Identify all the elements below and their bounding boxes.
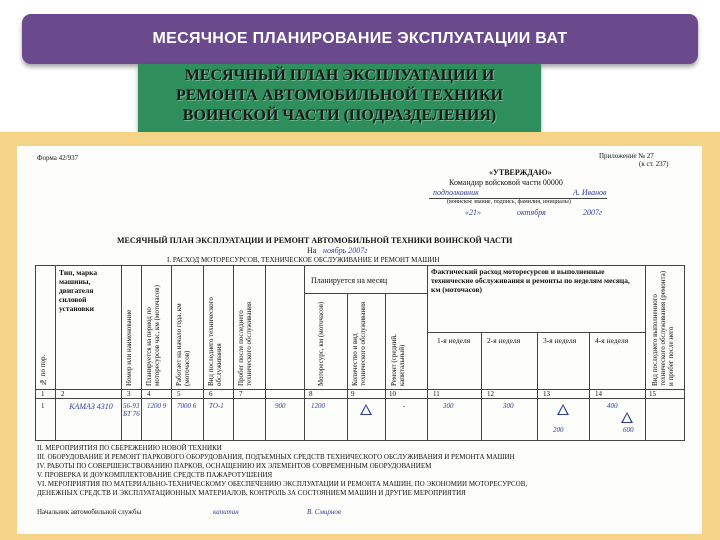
col-border-12 xyxy=(481,332,482,440)
form-number: Форма 42/937 xyxy=(37,154,79,162)
planned-group-divider xyxy=(304,293,427,294)
col-border-11 xyxy=(427,265,428,440)
section-2: II. МЕРОПРИЯТИЯ ПО СБЕРЕЖЕНИЮ НОВОЙ ТЕХНИКИ xyxy=(37,444,222,452)
col-number-14: 14 xyxy=(595,390,602,398)
col-border-15 xyxy=(645,265,646,440)
col-number-15: 15 xyxy=(649,390,656,398)
col-number-4: 4 xyxy=(147,390,151,398)
table-numbers-bottom xyxy=(35,398,685,399)
approve-year: 2007г xyxy=(583,208,603,217)
col-number-9: 9 xyxy=(351,390,355,398)
col-border-7 xyxy=(265,265,266,440)
col-header-10: Ремонт (средний, капитальный) xyxy=(390,334,406,386)
col-number-6: 6 xyxy=(209,390,213,398)
row-week-2: 300 xyxy=(503,402,514,410)
col-border-5 xyxy=(203,265,204,440)
col-number-11: 11 xyxy=(433,390,440,398)
col-header-8: Моторесурс, км (моточасов) xyxy=(317,301,325,386)
col-header-5: Работает на начало года, км (моточасов) xyxy=(175,303,191,386)
row-vehicle-number: 56-93 БТ 76 xyxy=(123,402,140,418)
col-header-15: Вид последнего выполненного технического обслуживания (ремонта) и пробег после него xyxy=(651,270,675,386)
subtitle-line-3: ВОИНСКОЙ ЧАСТИ (ПОДРАЗДЕЛЕНИЯ) xyxy=(182,107,497,124)
appendix-number: Приложение № 27 xyxy=(599,152,654,160)
row-service-kind: - xyxy=(403,402,406,410)
planned-group-header: Планируется на месяц xyxy=(311,276,388,285)
row-week-3-mark: 200 xyxy=(553,426,564,434)
signature-rank: подполковник xyxy=(433,188,479,197)
period-label: На xyxy=(307,246,317,255)
appendix-article: (к ст. 237) xyxy=(639,160,669,168)
footer-name: В. Смирнов xyxy=(307,508,341,516)
col-header-3: Номер или наименование xyxy=(125,309,133,386)
subtitle-text xyxy=(138,66,541,126)
week-3-service-triangle xyxy=(557,404,569,415)
signature-name: А. Иванов xyxy=(573,188,607,197)
col-header-4: Планируется на период по моторесурсов час, км (моточасов) xyxy=(145,285,161,386)
actual-group-divider xyxy=(427,332,645,333)
col-number-7: 7 xyxy=(239,390,243,398)
commander-line: Командир войсковой части 00000 xyxy=(449,178,563,187)
row-week-4-mark: 600 xyxy=(623,426,634,434)
col-header-6: Вид последнего технического обслуживания xyxy=(207,297,223,386)
col-header-7: Пробег после последнего технического обслуживания xyxy=(237,301,253,386)
document-page xyxy=(17,146,702,534)
col-border-3 xyxy=(141,265,142,440)
col-header-9: Количество и вид технического обслуживания xyxy=(351,301,367,386)
col-number-13: 13 xyxy=(543,390,550,398)
col-border-13 xyxy=(537,332,538,440)
section-5: V. ПРОВЕРКА И ДОУКОМПЛЕКТОВАНИЕ СРЕДСТВ ПАЖАРОТУШЕНИЯ xyxy=(37,471,273,479)
row-mileage-after-service: 900 xyxy=(275,402,286,410)
week-4-service-triangle xyxy=(621,412,633,423)
approve-day: «21» xyxy=(465,208,481,217)
approve-heading: «УТВЕРЖДАЮ» xyxy=(489,168,552,177)
col-border-9 xyxy=(347,293,348,440)
row-week-1: 300 xyxy=(443,402,454,410)
section-6: VI. МЕРОПРИЯТИЯ ПО МАТЕРИАЛЬНО-ТЕХНИЧЕСКОМУ ОБЕСПЕЧЕНИЮ ЭКСПЛУАТАЦИИ И РЕМОНТА МАШИН, ПО ЭКОНОМИИ МОТОРЕСУРСОВ, xyxy=(37,480,528,488)
col-border-4 xyxy=(171,265,172,440)
col-number-10: 10 xyxy=(389,390,396,398)
col-header-week-1: 1-я неделя xyxy=(437,336,471,345)
table-bottom-border xyxy=(35,440,685,441)
subtitle-box xyxy=(138,64,541,132)
table-numbers-top xyxy=(35,389,685,390)
row-last-service: ТО-1 xyxy=(209,402,224,410)
section-4: IV. РАБОТЫ ПО СОВЕРШЕНСТВОВАНИЮ ПАРКОВ, ОСНАЩЕНИЮ ИХ ЭЛЕМЕНТОВ СОВРЕМЕННЫМ ОБОРУДОВАНИЕМ xyxy=(37,462,432,470)
section-3: III. ОБОРУДОВАНИЕ И РЕМОНТ ПАРКОВОГО ОБОРУДОВАНИЯ, ПОДЪЕМНЫХ СРЕДСТВ ТЕХНИЧЕСКОГО ОБСЛУЖИВАНИЯ И РЕМОНТА МАШИН xyxy=(37,453,515,461)
row-vehicle-type: КАМАЗ 4310 xyxy=(69,402,113,411)
col-header-week-2: 2-я неделя xyxy=(487,336,521,345)
col-header-2: Тип, марка машины, двигателя силовой установки xyxy=(59,268,98,313)
col-border-8 xyxy=(304,265,305,440)
row-week-4: 400 xyxy=(607,402,618,410)
col-border-10 xyxy=(385,293,386,440)
col-number-12: 12 xyxy=(487,390,494,398)
actual-group-header: Фактический расход моторесурсов и выполненные технические обслуживания и ремонты по неделям месяца, км (моточасов) xyxy=(431,267,630,294)
footer-rank: капитан xyxy=(213,508,239,516)
col-number-8: 8 xyxy=(309,390,313,398)
document-title: МЕСЯЧНЫЙ ПЛАН ЭКСПЛУАТАЦИИ И РЕМОНТ АВТОМОБИЛЬНОЙ ТЕХНИКИ ВОИНСКОЙ ЧАСТИ xyxy=(117,236,513,245)
col-number-1: 1 xyxy=(41,390,45,398)
period-value: ноябрь 2007г xyxy=(323,246,368,255)
col-number-2: 2 xyxy=(61,390,65,398)
section-6-continued: ДЕНЕЖНЫХ СРЕДСТВ И ЭКСПЛУАТАЦИОННЫХ МАТЕРИАЛОВ, КОНТРОЛЬ ЗА СОСТОЯНИЕМ МАШИН И ДРУГИЕ МЕРОПРИЯТИЯ xyxy=(37,489,466,497)
col-border-6 xyxy=(233,265,234,440)
col-border-1 xyxy=(55,265,56,440)
subtitle-line-2: РЕМОНТА АВТОМОБИЛЬНОЙ ТЕХНИКИ xyxy=(175,87,504,104)
col-number-5: 5 xyxy=(177,390,181,398)
footer-position: Начальник автомобильной службы xyxy=(37,508,142,516)
subtitle-line-1: МЕСЯЧНЫЙ ПЛАН ЭКСПЛУАТАЦИИ И xyxy=(184,67,495,84)
signature-caption: (воинское звание, подпись, фамилия, инициалы) xyxy=(447,199,571,205)
col-border-16 xyxy=(684,265,685,440)
section-1-title: I. РАСХОД МОТОРЕСУРСОВ, ТЕХНИЧЕСКОЕ ОБСЛУЖИВАНИЕ И РЕМОНТ МАШИН xyxy=(167,256,440,264)
col-border-0 xyxy=(35,265,36,440)
service-triangle-mark xyxy=(360,404,372,415)
slide-title: МЕСЯЧНОЕ ПЛАНИРОВАНИЕ ЭКСПЛУАТАЦИИ ВАТ xyxy=(22,14,698,64)
col-header-week-4: 4-я неделя xyxy=(595,336,629,345)
row-start-of-year: 7000 6 xyxy=(177,402,197,410)
approve-month: октября xyxy=(517,208,546,217)
col-header-1: № по пор. xyxy=(39,354,47,386)
row-month-resource: 1200 xyxy=(311,402,325,410)
table-top-border xyxy=(35,265,685,266)
col-header-week-3: 3-я неделя xyxy=(543,336,577,345)
row-planned-resource: 1200 9 xyxy=(147,402,167,410)
col-border-2 xyxy=(121,265,122,440)
row-number: 1 xyxy=(41,402,45,410)
col-number-3: 3 xyxy=(127,390,131,398)
col-border-14 xyxy=(589,332,590,440)
